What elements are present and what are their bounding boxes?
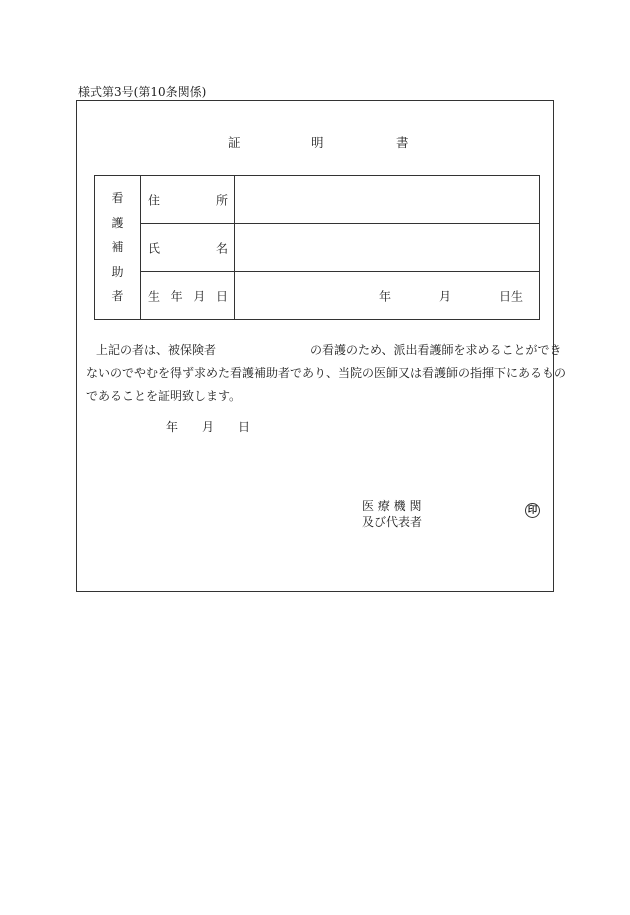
date-day-unit: 日 <box>238 420 251 434</box>
seal-mark: 印 <box>525 503 540 518</box>
statement-line-1-end: の看護のため、派出看護師を求めることができ <box>310 343 562 357</box>
name-field[interactable] <box>235 224 540 272</box>
birth-day-unit: 日生 <box>499 289 524 303</box>
address-field[interactable] <box>235 176 540 224</box>
statement-line-1 <box>96 339 562 362</box>
statement-line-2: ないのでやむを得ず求めた看護補助者であり、当院の医師又は看護師の指揮下にあるもの <box>86 366 567 380</box>
title-char-1: 証 <box>228 135 241 150</box>
date-month-unit: 月 <box>202 420 215 434</box>
birthdate-field[interactable] <box>235 272 540 320</box>
birth-year-unit: 年 <box>379 289 392 303</box>
date-year-unit: 年 <box>166 420 179 434</box>
title-char-3: 書 <box>396 135 409 150</box>
statement-line-1-start: 上記の者は、被保険者 <box>96 343 217 357</box>
nursing-assistant-table <box>94 175 540 320</box>
birthdate-label: 生 年 月 日 <box>141 272 235 320</box>
nursing-assistant-label: 看 護 補 助 者 <box>95 176 141 320</box>
name-label: 氏 名 <box>141 224 235 272</box>
title-char-2: 明 <box>311 135 324 150</box>
medical-institution-label: 医 療 機 関 <box>362 499 422 513</box>
statement-line-3: であることを証明致します。 <box>86 389 242 403</box>
birth-month-unit: 月 <box>439 289 452 303</box>
representative-label: 及び代表者 <box>362 515 423 529</box>
address-label: 住 所 <box>141 176 235 224</box>
form-number: 様式第3号(第10条関係) <box>78 85 207 99</box>
